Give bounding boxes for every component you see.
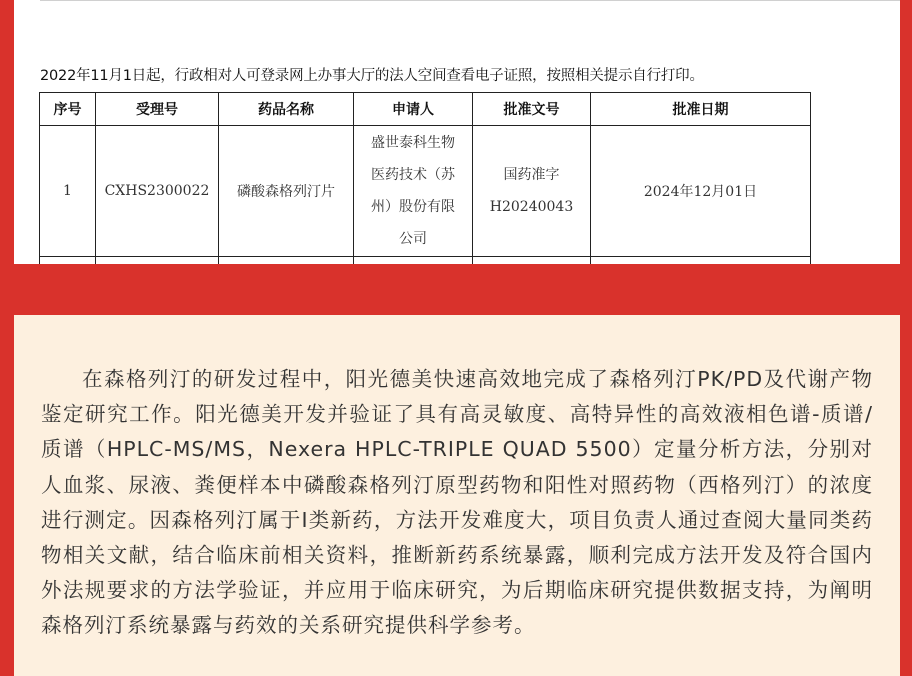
applicant-line: 州）股份有限 — [371, 199, 455, 215]
applicant-line: 盛世泰科生物 — [371, 135, 455, 151]
header-acceptance-no: 受理号 — [96, 93, 219, 126]
cell-applicant — [354, 126, 473, 257]
cell-drug-name: 磷酸森格列汀片 — [219, 126, 354, 257]
applicant-line: 医药技术（苏 — [371, 167, 455, 183]
notice-text: 2022年11月1日起，行政相对人可登录网上办事大厅的法人空间查看电子证照，按照相关提示自行打印。 — [40, 68, 704, 84]
cell-approval-no — [473, 126, 591, 257]
approval-table — [39, 92, 811, 264]
article-paragraph: 在森格列汀的研发过程中，阳光德美快速高效地完成了森格列汀PK/PD及代谢产物鉴定研究工作。阳光德美开发并验证了具有高灵敏度、高特异性的高效液相色谱-质谱/质谱（HPLC-MS/MS，Nexera HPLC-TRIPLE QUAD 5500）定量分析方法，分别对人血浆、尿液、粪便样本中磷酸森格列汀原型药物和阳性对照药物（西格列汀）的浓度进行测定。因森格列汀属于I类新药，方法开发难度大，项目负责人通过查阅大量同类药物相关文献，结合临床前相关资料，推断新药系统暴露，顺利完成方法开发及符合国内外法规要求的方法学验证，并应用于临床研究，为后期临床研究提供数据支持，为阐明森格列汀系统暴露与药效的关系研究提供科学参考。 — [41, 367, 873, 638]
cell-approval-date: 2024年12月01日 — [591, 126, 811, 257]
header-applicant: 申请人 — [354, 93, 473, 126]
table-row-cut-off — [40, 257, 811, 265]
header-drug-name: 药品名称 — [219, 93, 354, 126]
divider — [40, 0, 900, 1]
approval-screenshot-panel — [14, 0, 900, 264]
applicant-line: 公司 — [399, 231, 427, 247]
table-header-row — [40, 93, 811, 126]
approval-no-line: H20240043 — [489, 199, 574, 215]
header-approval-no: 批准文号 — [473, 93, 591, 126]
header-approval-date: 批准日期 — [591, 93, 811, 126]
approval-no-line: 国药准字 — [503, 167, 560, 183]
cell-index: 1 — [40, 126, 96, 257]
table-row — [40, 126, 811, 257]
header-index: 序号 — [40, 93, 96, 126]
cell-acceptance-no: CXHS2300022 — [96, 126, 219, 257]
article-panel — [14, 315, 900, 676]
